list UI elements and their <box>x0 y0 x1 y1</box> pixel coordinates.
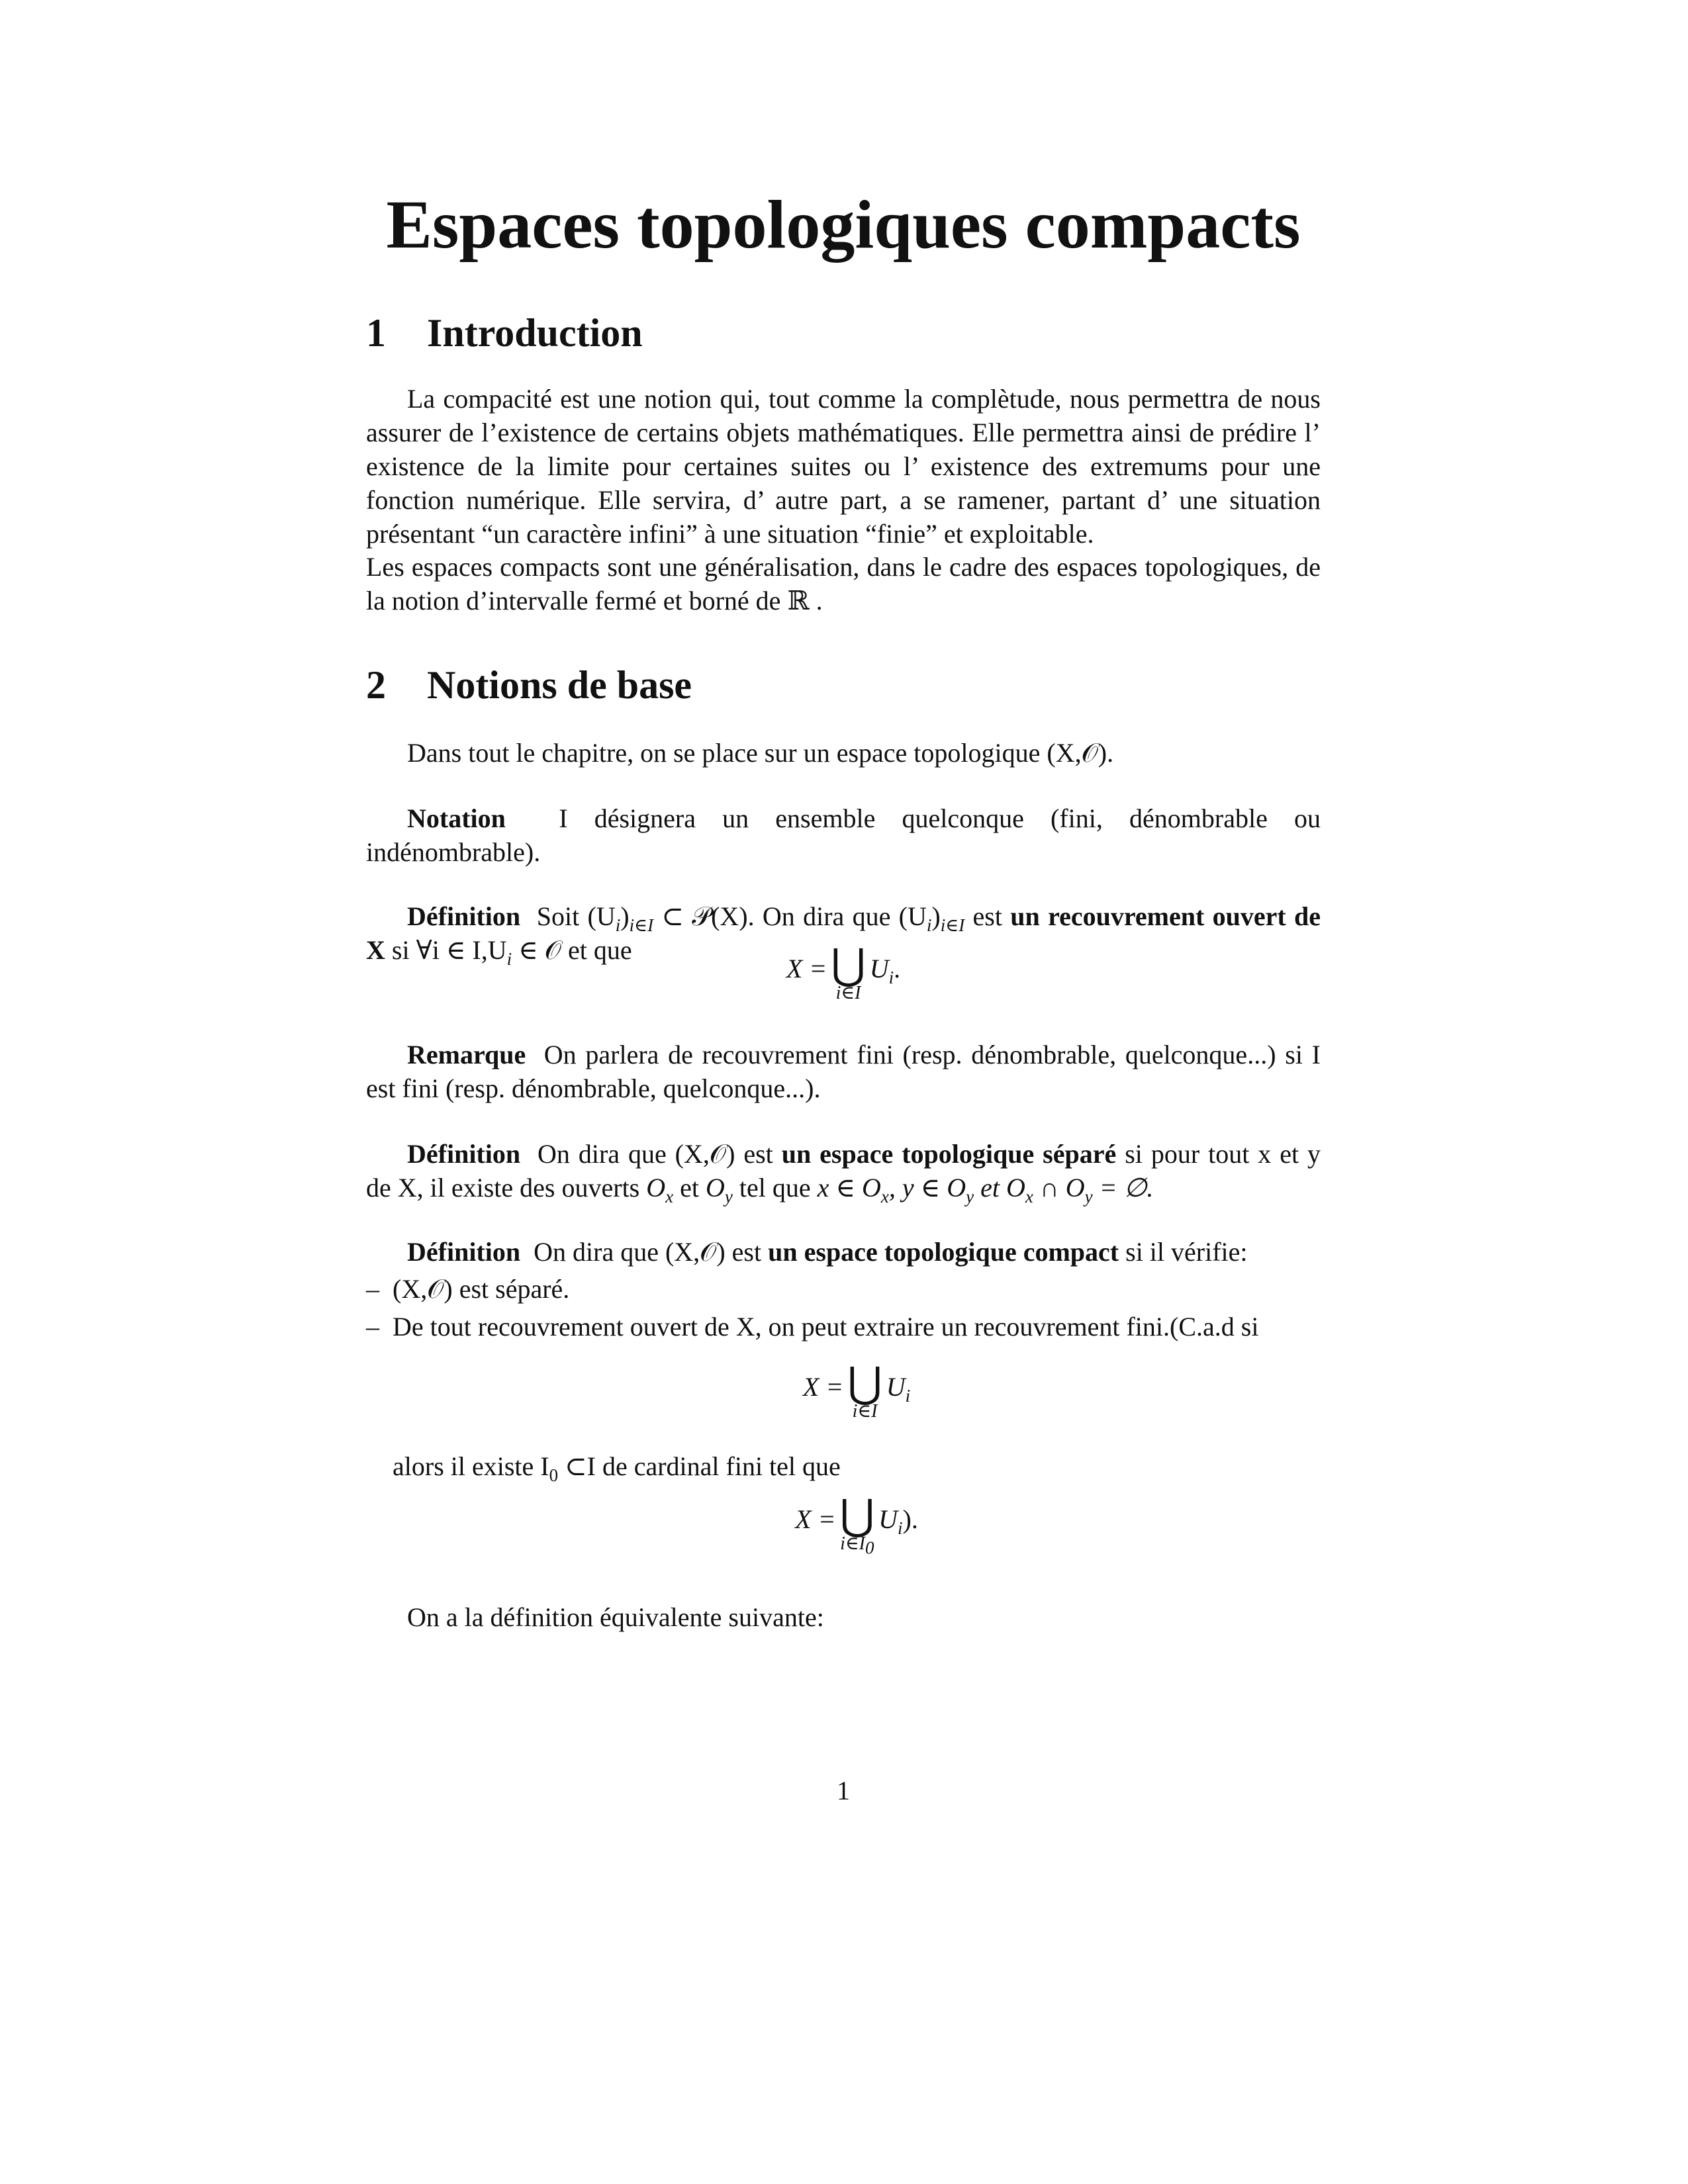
equation-union-2 <box>379 1359 1334 1422</box>
def-text: si il vérifie: <box>1119 1237 1248 1267</box>
chapter-setup-text: Dans tout le chapitre, on se place sur un espace topologique (X,𝒪). <box>407 738 1114 768</box>
notation-label: Notation <box>407 803 506 833</box>
remark-label: Remarque <box>407 1040 526 1069</box>
eq-var: U <box>886 1372 906 1402</box>
subscript: x <box>665 1187 674 1206</box>
equation-union-1 <box>366 941 1321 1003</box>
def-text: alors il existe I <box>393 1451 549 1481</box>
subscript: i∈I <box>629 915 654 935</box>
list-dash: – <box>366 1312 379 1342</box>
def-text: tel que <box>732 1173 818 1203</box>
remark-paragraph <box>366 1038 1321 1105</box>
eq-lhs: X = <box>795 1504 836 1534</box>
subscript: 0 <box>549 1465 559 1485</box>
subscript: y <box>1084 1187 1093 1206</box>
condition-list <box>366 1272 1321 1343</box>
union-index-text: i∈I <box>840 1533 866 1554</box>
union-index: i∈I <box>835 983 861 1003</box>
definition-label: Définition <box>407 901 521 931</box>
list-item-text: (X,𝒪) est séparé. <box>393 1274 570 1304</box>
def-text: est <box>964 901 1011 931</box>
inline-math: et O <box>974 1173 1025 1203</box>
notation-paragraph <box>366 801 1321 869</box>
def-text: ) <box>620 901 630 931</box>
subscript: i <box>888 968 894 987</box>
eq-rhs <box>870 952 900 985</box>
subscript: x <box>880 1187 889 1206</box>
subscript: i <box>897 1518 903 1538</box>
eq-var: U <box>869 954 889 983</box>
def-text: si pour tout x et y de X, il existe des ouverts <box>366 1139 1321 1203</box>
union-symbol: ⋃ <box>847 1359 882 1406</box>
union-operator <box>839 1492 875 1558</box>
section-heading-notions-de-base <box>366 662 692 708</box>
page-number: 1 <box>837 1776 850 1805</box>
defined-term: un espace topologique compact <box>768 1237 1119 1267</box>
definition-label: Définition <box>407 1139 521 1169</box>
union-operator <box>847 1359 882 1422</box>
list-item-continuation <box>393 1449 1321 1483</box>
inline-math: x ∈ O <box>817 1173 881 1203</box>
section-number: 2 <box>366 663 386 707</box>
section-number: 1 <box>366 311 386 355</box>
def-text: ) <box>931 901 941 931</box>
intro-paragraph-2: Les espaces compacts sont une généralisation, dans le cadre des espaces topologiques, de la notion d’intervalle fermé et borné de ℝ . <box>366 552 1321 615</box>
intro-paragraph-1: La compacité est une notion qui, tout comme la complètude, nous permettra de nous assurer de l’existence de certains objets mathématiques. Elle permettra ainsi de prédire l’ existence de la limite pour certaines suites ou l’ existence des extremums pour une fonction numérique. Elle servira, d’ autre part, a se ramener, partant d’ une situation présentant “un caractère infini” à une situation “finie” et exploitable. <box>366 384 1321 549</box>
subscript: y <box>966 1187 974 1206</box>
subscript: i <box>615 915 621 935</box>
subscript: i <box>926 915 932 935</box>
section-title: Introduction <box>427 311 643 355</box>
union-index: i∈I <box>852 1401 878 1422</box>
eq-punct: ). <box>902 1504 918 1534</box>
subscript: 0 <box>865 1537 874 1558</box>
eq-var: U <box>878 1504 898 1534</box>
subscript: i <box>905 1386 911 1406</box>
eq-lhs: X = <box>802 1372 844 1402</box>
inline-math: ∩ O <box>1033 1173 1085 1203</box>
def-text: si ∀i ∈ I,U <box>385 935 507 965</box>
closing-sentence: On a la définition équivalente suivante: <box>407 1602 824 1632</box>
list-item <box>366 1310 1321 1343</box>
def-text: ∈ 𝒪 et que <box>512 935 632 965</box>
inline-math: , y ∈ O <box>888 1173 966 1203</box>
definition-compact <box>366 1235 1321 1269</box>
subscript: i∈I <box>940 915 965 935</box>
def-text: On dira que (X,𝒪) est <box>534 1237 769 1267</box>
notation-text: I désignera un ensemble quelconque (fini, dénombrable ou indénombrable). <box>366 803 1321 867</box>
list-item-text: De tout recouvrement ouvert de X, on peut extraire un recouvrement fini.(C.a.d si <box>393 1312 1259 1342</box>
eq-rhs <box>878 1502 918 1536</box>
subscript: i <box>506 949 512 969</box>
list-dash: – <box>366 1274 379 1304</box>
defined-term: un recouvrement ouvert de X <box>366 901 1321 965</box>
def-text: On dira que (X,𝒪) est <box>538 1139 782 1169</box>
document-title: Espaces topologiques compacts <box>386 187 1301 263</box>
equation-union-3 <box>379 1492 1334 1558</box>
list-item <box>366 1272 1321 1306</box>
section-heading-introduction <box>366 310 643 356</box>
defined-term: un espace topologique séparé <box>781 1139 1117 1169</box>
subscript: x <box>1025 1187 1033 1206</box>
subscript: y <box>724 1187 733 1206</box>
definition-separe <box>366 1137 1321 1205</box>
eq-var: O <box>646 1173 666 1203</box>
eq-punct: . <box>894 954 901 983</box>
def-text: ⊂ 𝒫(X). On dira que (U <box>653 901 927 931</box>
union-index <box>840 1533 875 1558</box>
eq-var: O <box>706 1173 725 1203</box>
inline-math: = ∅. <box>1092 1173 1154 1203</box>
def-text: Soit (U <box>536 901 616 931</box>
union-symbol: ⋃ <box>831 941 866 988</box>
eq-rhs <box>886 1370 910 1404</box>
section-title: Notions de base <box>427 663 692 707</box>
union-symbol: ⋃ <box>839 1492 875 1539</box>
eq-lhs: X = <box>786 954 827 983</box>
def-text: ⊂I de cardinal fini tel que <box>558 1451 841 1481</box>
union-operator <box>831 941 866 1003</box>
remark-text: On parlera de recouvrement fini (resp. dénombrable, quelconque...) si I est fini (resp. dénombrable, quelconque...). <box>366 1040 1321 1103</box>
definition-label: Définition <box>407 1237 521 1267</box>
def-text: et <box>673 1173 706 1203</box>
